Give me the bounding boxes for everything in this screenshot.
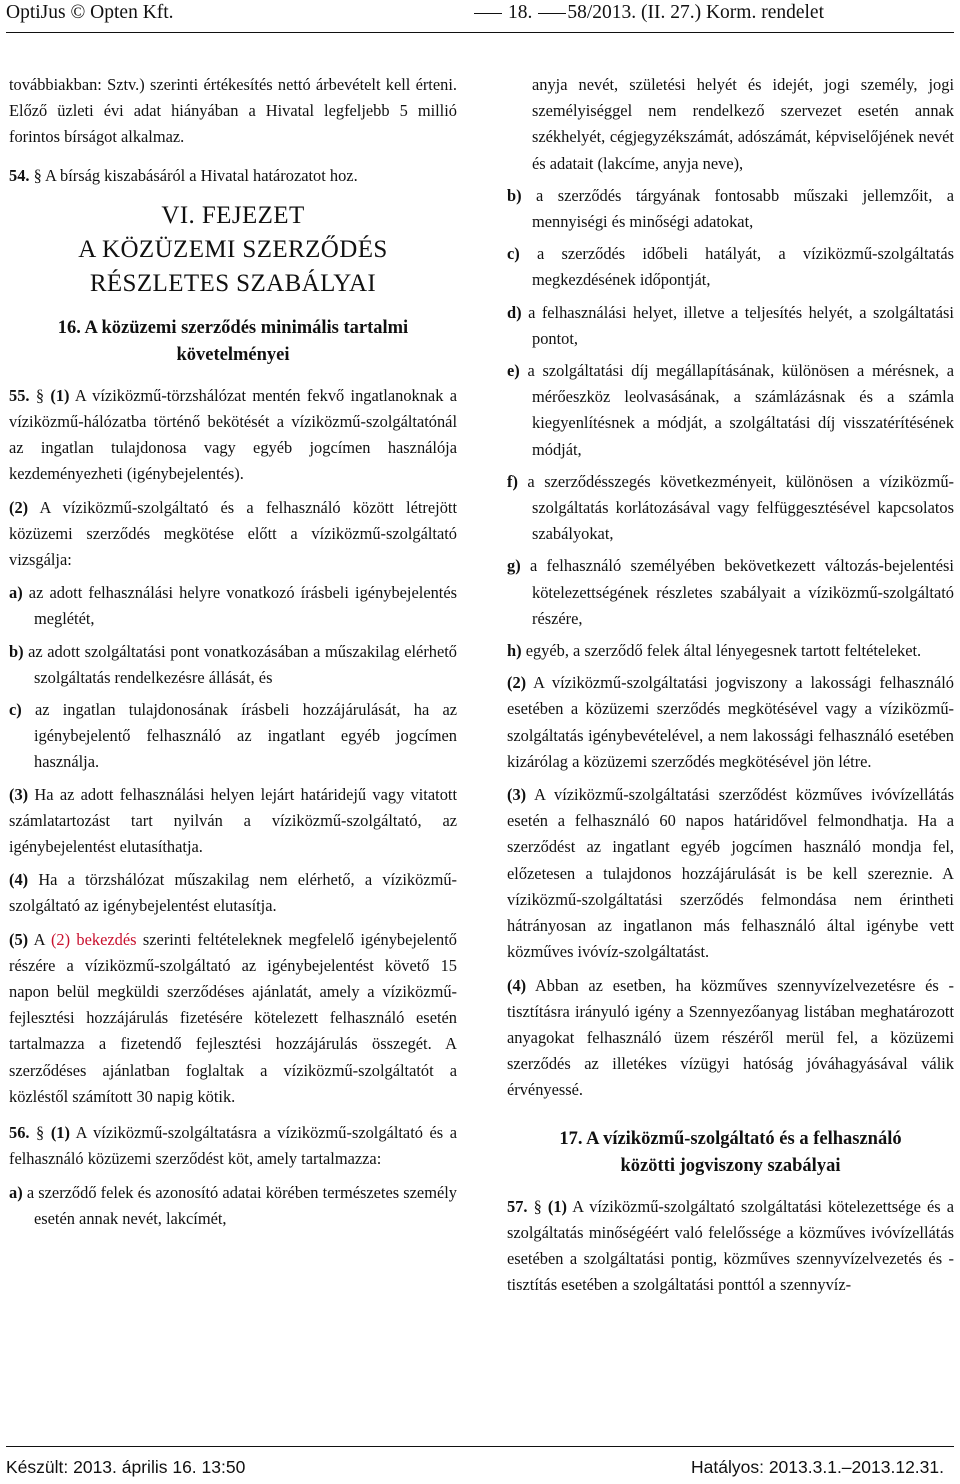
subtitle-16-line2: követelményei — [176, 344, 290, 365]
item-text: egyéb, a szerződő felek által lényegesnek tartott feltételeket. — [525, 641, 922, 661]
section-55-para-5 — [9, 927, 457, 1110]
section-56-para-3 — [507, 782, 954, 965]
list-item-e — [507, 358, 954, 463]
para-text: Abban az esetben, ha közműves szennyvízelvezetésre és -tisztításra irányuló igény a Szennyezőanyag listában meghatározott anyagokat felhasználó üzem részéről merül fel, a közüzemi szerződés az illetékes vízügyi hatóság jóváhagyásával válik érvényessé. — [507, 975, 954, 1100]
header-rule — [6, 32, 954, 33]
item-label: e) — [507, 361, 520, 381]
item-label: h) — [507, 641, 522, 661]
para-label: (1) — [547, 1196, 567, 1216]
chapter-title-line1: A KÖZÜZEMI SZERZŐDÉS — [78, 235, 388, 263]
para-text: A víziközmű-szolgáltatási jogviszony a lakossági felhasználó esetében a közüzemi szerződés megkötésével vagy a víziközmű-szolgáltatás igénybevételével, a nem lakossági felhasználó esetében kizárólag a közüzemi szerződés megkötésével jön létre. — [507, 673, 954, 771]
list-item-a — [9, 1180, 457, 1232]
section-57-number: 57. — [507, 1196, 528, 1216]
section-56-para-1: 56. § (1) A víziközmű-szolgáltatásra a víziközmű-szolgáltató és a felhasználó közüzemi szerződést köt, amely tartalmazza: — [9, 1123, 457, 1169]
item-label: b) — [507, 185, 522, 205]
created-date: Készült: 2013. április 16. 13:50 — [6, 1457, 246, 1477]
list-item-d — [507, 300, 954, 352]
item-label: f) — [507, 471, 518, 491]
list-item-a-continuation: anyja nevét, születési helyét és idejét, jogi személy, jogi személyiséggel nem rendelkező szervezet esetén annak székhelyét, cégjegyzékszámát, adószámát, képviselőjének nevét és adatait (lakcíme, anyja neve), — [532, 75, 954, 173]
list-item-a — [9, 580, 457, 632]
effective-period: Hatályos: 2013.3.1.–2013.12.31. — [691, 1457, 944, 1477]
para-text: szerinti feltételeknek megfelelő igénybejelentő részére a víziközmű-szolgáltató az igénybejelentést követő 15 napon belül megküldi szerződéses ajánlatát, amely a víziközmű-fejlesztési hozzájárulás fizetésére kötelezett felhasználó esetén tartalmazza a fizetendő fejlesztési hozzájárulás összegét. A szerződéses ajánlatban foglaltak a víziközmű-szolgáltatót a közléstől számított 30 napig kötik. — [9, 929, 457, 1106]
item-text: a szerződő felek és azonosító adatai körében természetes személy esetén annak nevét, lakcímét, — [26, 1182, 457, 1228]
section-55-para-2 — [9, 495, 457, 574]
list-item-g — [507, 553, 954, 632]
para-label: (2) — [507, 673, 527, 693]
para-label: (1) — [50, 385, 70, 405]
page-header — [6, 0, 954, 26]
item-text: a szolgáltatási díj megállapításának, különösen a mérésnek, a mérőeszköz leolvasásának, a számlázásnak és a számla kiegyenlítésnek a módját, a szolgáltatási díj visszatérítésének módját, — [527, 361, 954, 459]
para-text-pre: A — [33, 929, 45, 949]
item-label: g) — [507, 556, 521, 576]
footer-rule — [6, 1446, 954, 1447]
para-label: (2) — [9, 497, 29, 517]
para-text: Ha a törzshálózat műszakilag nem elérhető, a víziközmű-szolgáltató az igénybejelentést elutasítja. — [9, 870, 457, 916]
para-label: (4) — [507, 975, 527, 995]
para-text: A víziközmű-szolgáltató szolgáltatási kötelezettsége és a szolgáltatás minőségéért való felelőssége a közműves ivóvízellátás esetében a szolgáltatási pontig, közműves szennyvízelvezetés és -tisztítás esetében a szolgáltatási ponttól a szennyvíz- — [507, 1196, 954, 1295]
subtitle-17 — [517, 1126, 944, 1180]
publisher-label: OptiJus © Opten Kft. — [6, 2, 174, 23]
para-text: Ha az adott felhasználási helyen lejárt határidejű vagy vitatott számlatartozást tart nyilván a víziközmű-szolgáltató, az igénybejelentést elutasíthatja. — [9, 784, 457, 857]
item-label: d) — [507, 302, 522, 322]
section-54-text: A bírság kiszabásáról a Hivatal határozatot hoz. — [45, 165, 358, 185]
page-number-text: 18. — [508, 2, 533, 23]
dash-right — [538, 13, 566, 14]
subtitle-17-line2: közötti jogviszony szabályai — [620, 1155, 841, 1176]
item-label: a) — [9, 1182, 23, 1202]
para-text: A víziközmű-törzshálózat mentén fekvő ingatlanoknak a víziközmű-hálózatba történő bekötését a víziközmű-szolgáltatónál az ingatlan tulajdonosa vagy egyéb jogcímen használója kezdeményezheti (igénybejelentés). — [9, 385, 457, 484]
section-56-para-4 — [507, 973, 954, 1104]
section-56-number: 56. — [9, 1123, 30, 1143]
section-56-para-2 — [507, 670, 954, 775]
dash-left — [474, 13, 502, 14]
document-title: 58/2013. (II. 27.) Korm. rendelet — [567, 2, 824, 23]
section-55-para-3 — [9, 782, 457, 861]
chapter-number: VI. FEJEZET — [161, 201, 305, 229]
list-item-c — [9, 697, 457, 776]
chapter-title-line2: RÉSZLETES SZABÁLYAI — [89, 269, 377, 297]
list-item-c — [507, 241, 954, 293]
item-text: a szerződés tárgyának fontosabb műszaki jellemzőit, a mennyiségi és minőségi adatokat, — [532, 185, 954, 232]
item-label: a) — [9, 583, 23, 603]
subtitle-16 — [9, 315, 457, 369]
page-number — [468, 0, 572, 26]
item-text: a felhasználási helyet, illetve a teljesítés helyét, a szolgáltatási pontot, — [528, 302, 954, 348]
section-55-para-1: 55. § (1) A víziközmű-törzshálózat mentén fekvő ingatlanoknak a víziközmű-hálózatba történő bekötését a víziközmű-szolgáltatónál az ingatlan tulajdonosa vagy egyéb jogcímen használója kezdeményezheti (igénybejelentés). — [9, 385, 457, 484]
section-55-number: 55. — [9, 385, 30, 405]
item-text: a felhasználó személyében bekövetkezett változás-bejelentési kötelezettségének részletes szabályait a víziközmű-szolgáltató részére, — [529, 556, 954, 628]
item-text: a szerződésszegés következményeit, különösen a víziközmű-szolgáltatás korlátozásával vagy felfüggesztésével kapcsolatos szabályokat, — [527, 471, 954, 544]
para-label: (1) — [50, 1123, 70, 1143]
item-label: b) — [9, 641, 24, 661]
list-item-h — [507, 638, 954, 664]
item-text: az adott felhasználási helyre vonatkozó írásbeli igénybejelentés meglétét, — [28, 583, 457, 629]
para-label: (3) — [9, 784, 29, 804]
left-column — [9, 72, 457, 1238]
right-column — [507, 72, 954, 1305]
list-item-b — [9, 639, 457, 691]
subtitle-17-line1: 17. A víziközmű-szolgáltató és a felhasználó — [559, 1128, 902, 1149]
para-text: A víziközmű-szolgáltató és a felhasználó között létrejött közüzemi szerződés megkötése előtt a víziközmű-szolgáltató vizsgálja: — [9, 497, 457, 570]
item-text: az adott szolgáltatási pont vonatkozásában a műszakilag elérhető szolgáltatás rendelkezésre állását, és — [28, 641, 457, 687]
section-55-para-4 — [9, 867, 457, 919]
item-text: az ingatlan tulajdonosának írásbeli hozzájárulását, ha az igénybejelentő felhasználó az ingatlant egyéb jogcímen használja. — [34, 700, 457, 772]
page-footer — [6, 1454, 954, 1480]
para-label: (5) — [9, 929, 29, 949]
para-text: A víziközmű-szolgáltatásra a víziközmű-szolgáltató és a felhasználó közüzemi szerződést köt, amely tartalmazza: — [9, 1123, 457, 1169]
para-label: (3) — [507, 785, 527, 805]
item-text: a szerződés időbeli hatályát, a víziközmű-szolgáltatás megkezdésének időpontját, — [532, 244, 954, 290]
list-item-b — [507, 183, 954, 235]
para-label: (4) — [9, 870, 29, 890]
section-57-para-1: 57. § (1) A víziközmű-szolgáltató szolgáltatási kötelezettsége és a szolgáltatás minőségéért való felelőssége a közműves ivóvízellátás esetében a szolgáltatási pontig, közműves szennyvízelvezetés és -tisztítás esetében a szolgáltatási ponttól a szennyvíz- — [507, 1196, 954, 1295]
item-label: c) — [9, 700, 22, 720]
para-text: A víziközmű-szolgáltatási szerződést közműves ivóvízellátás esetén a felhasználó 60 napos határidővel felmondhatja. Ha a szerződést az ingatlant egyéb jogcímen használó mondja fel, előzetesen a tulajdonos hozzájárulását is be kell szereznie. A víziközmű-szolgáltatási szerződés felmondása nem érintheti hátrányosan az ingatlanon más felhasználó által igénybe vett közműves ivóvíz-szolgáltatást. — [507, 785, 954, 962]
continuation-paragraph: továbbiakban: Sztv.) szerinti értékesítés nettó árbevételt kell érteni. Előző üzleti évi adat hiányában a Hivatal legfeljebb 5 millió forintos bírságot alkalmaz. — [9, 75, 457, 147]
list-item-f — [507, 469, 954, 548]
subtitle-16-line1: 16. A közüzemi szerződés minimális tartalmi — [57, 317, 409, 338]
chapter-heading — [9, 199, 457, 301]
item-label: c) — [507, 244, 520, 264]
cross-reference-link[interactable]: (2) bekezdés — [50, 929, 137, 949]
section-54: 54. § A bírság kiszabásáról a Hivatal határozatot hoz. — [9, 165, 358, 185]
section-54-number: 54. — [9, 165, 30, 185]
